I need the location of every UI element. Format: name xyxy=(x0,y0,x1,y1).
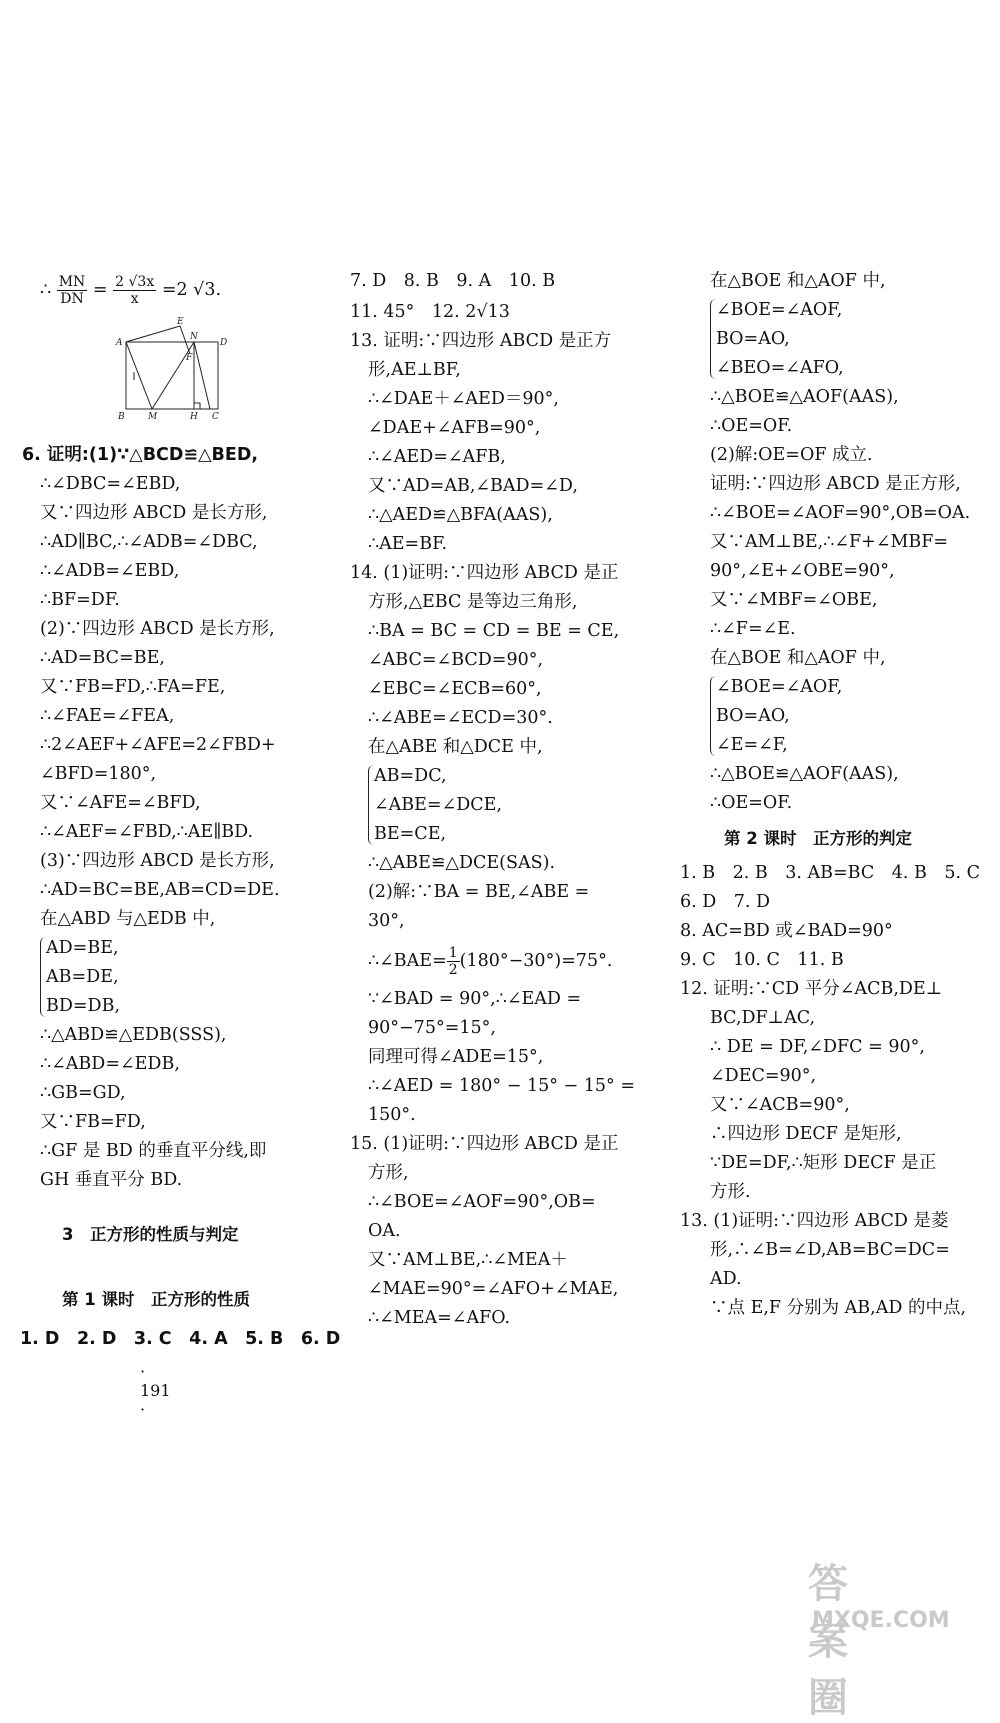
answer-line: ∠BFD=180°, xyxy=(40,764,157,784)
ratio-result: =2 √3. xyxy=(161,280,222,300)
answer-line: 在△ABE 和△DCE 中, xyxy=(368,737,543,757)
answer-line: BO=AO, xyxy=(716,706,790,726)
answer-line: ∴∠BOE=∠AOF=90°,OB=OA. xyxy=(710,503,971,523)
answer-line: ∠ABC=∠BCD=90°, xyxy=(368,650,544,670)
answer-line: ∴△ABD≌△EDB(SSS), xyxy=(40,1025,227,1045)
answer-line: ∴GF 是 BD 的垂直平分线,即 xyxy=(40,1141,267,1161)
answer-line: ∴2∠AEF+∠AFE=2∠FBD+ xyxy=(40,735,276,755)
answer-line: ∴AD∥BC,∴∠ADB=∠DBC, xyxy=(40,532,258,552)
fraction-denominator: 2 xyxy=(448,962,458,978)
answer-line: 又∵AM⊥BE,∴∠F+∠MBF= xyxy=(710,532,949,552)
answer-line: 方形, xyxy=(368,1163,409,1183)
answer-line: 90°,∠E+∠OBE=90°, xyxy=(710,561,895,581)
answer-line: ∴OE=OF. xyxy=(710,793,793,813)
answer-line: 30°, xyxy=(368,911,405,931)
answer-line: ∠DEC=90°, xyxy=(710,1066,817,1086)
answer-line: OA. xyxy=(368,1221,401,1241)
watermark-url: MXQE.COM xyxy=(812,1608,950,1633)
label-n: N xyxy=(190,332,198,342)
segment-nc xyxy=(194,342,210,409)
therefore-symbol: ∴ xyxy=(40,280,52,300)
answer-line: 8. AC=BD 或∠BAD=90° xyxy=(680,921,893,941)
answer-line: ∴AD=BC=BE,AB=CD=DE. xyxy=(40,880,280,900)
fraction-2root3x-x xyxy=(113,274,156,307)
answer-line: ∠E=∠F, xyxy=(716,735,788,755)
fraction-numerator: 1 xyxy=(448,945,458,961)
answer-line: 150°. xyxy=(368,1105,416,1125)
answer-line: 在△ABD 与△EDB 中, xyxy=(40,909,216,929)
answer-line: 11. 45° 12. 2√13 xyxy=(350,302,510,322)
answer-line: (2)解:∵BA = BE,∠ABE = xyxy=(368,882,590,902)
answer-line: 同理可得∠ADE=15°, xyxy=(368,1047,544,1067)
answer-line: 形,AE⊥BF, xyxy=(368,360,461,380)
answer-line: BE=CE, xyxy=(374,824,447,844)
label-a: A xyxy=(116,338,123,348)
answer-line: ∴BF=DF. xyxy=(40,590,120,610)
answer-text: 6. 证明:(1)∵△BCD≌△BED, xyxy=(22,445,259,465)
answer-line: AD=BE, xyxy=(46,938,119,958)
label-c: C xyxy=(212,412,219,422)
answer-line: AB=DE, xyxy=(46,967,119,987)
answer-line xyxy=(22,444,258,466)
ratio-formula xyxy=(40,274,221,307)
answer-line: 9. C 10. C 11. B xyxy=(680,950,844,970)
answer-line: (2)解:OE=OF 成立. xyxy=(710,445,873,465)
rectangle-abcd xyxy=(126,342,218,409)
answer-line: 13. 证明:∵四边形 ABCD 是正方 xyxy=(350,331,612,351)
answer-line: ∠ABE=∠DCE, xyxy=(374,795,503,815)
answer-line: 又∵四边形 ABCD 是长方形, xyxy=(40,503,268,523)
answer-line: ∴∠DBC=∠EBD, xyxy=(40,474,181,494)
answer-line: 证明:∵四边形 ABCD 是正方形, xyxy=(710,474,961,494)
answer-line: 又∵∠MBF=∠OBE, xyxy=(710,590,878,610)
answer-line: ∠BOE=∠AOF, xyxy=(716,677,843,697)
label-d: D xyxy=(220,338,228,348)
segment-am xyxy=(126,342,152,409)
answer-line: ∴∠ADB=∠EBD, xyxy=(40,561,180,581)
answer-line: ∴OE=OF. xyxy=(710,416,793,436)
watermark-logo: 答案圈 xyxy=(808,1561,848,1721)
answer-line: 7. D 8. B 9. A 10. B xyxy=(350,271,556,291)
half-formula-line xyxy=(368,945,612,978)
answer-line: ∴GB=GD, xyxy=(40,1083,126,1103)
answer-line: (3)∵四边形 ABCD 是长方形, xyxy=(40,851,275,871)
answer-line: ∴∠AED=∠AFB, xyxy=(368,447,506,467)
answer-line: ∴∠DAE＋∠AED＝90°, xyxy=(368,389,559,409)
fraction-mn-dn xyxy=(57,274,88,307)
answer-line: GH 垂直平分 BD. xyxy=(40,1170,183,1190)
answer-line: 13. (1)证明:∵四边形 ABCD 是菱 xyxy=(680,1211,949,1231)
answer-line: ∴ DE = DF,∠DFC = 90°, xyxy=(710,1037,925,1057)
answer-line: ∴AD=BC=BE, xyxy=(40,648,165,668)
answer-line: ∴∠FAE=∠FEA, xyxy=(40,706,175,726)
section-title: 3 正方形的性质与判定 xyxy=(62,1225,239,1244)
answer-line: ∴∠MEA=∠AFO. xyxy=(368,1308,511,1328)
answer-line: ∴∠ABE=∠ECD=30°. xyxy=(368,708,553,728)
lesson-title: 第 2 课时 正方形的判定 xyxy=(724,829,912,848)
answer-line: 方形,△EBC 是等边三角形, xyxy=(368,592,578,612)
answer-line: ∴∠AEF=∠FBD,∴AE∥BD. xyxy=(40,822,254,842)
formula-tail: (180°−30°)=75°. xyxy=(459,951,613,971)
folded-triangle-edges xyxy=(126,326,190,354)
answer-line: ∵点 E,F 分别为 AB,AD 的中点, xyxy=(710,1298,967,1318)
label-f: F xyxy=(186,353,193,363)
answer-line: ∴∠BOE=∠AOF=90°,OB= xyxy=(368,1192,596,1212)
equals-sign: = xyxy=(92,280,108,300)
answer-line: 90°−75°=15°, xyxy=(368,1018,496,1038)
answer-line: ∠MAE=90°=∠AFO+∠MAE, xyxy=(368,1279,619,1299)
answer-line: BC,DF⊥AC, xyxy=(710,1008,816,1028)
answer-line: 12. 证明:∵CD 平分∠ACB,DE⊥ xyxy=(680,979,943,999)
answer-line: ∠EBC=∠ECB=60°, xyxy=(368,679,542,699)
answer-line: 又∵FB=FD,∴FA=FE, xyxy=(40,677,226,697)
right-angle-mark xyxy=(194,403,200,409)
answer-line: ∵DE=DF,∴矩形 DECF 是正 xyxy=(710,1153,937,1173)
label-b: B xyxy=(118,412,125,422)
answer-line: ∴BA = BC = CD = BE = CE, xyxy=(368,621,620,641)
answer-line: ∠DAE+∠AFB=90°, xyxy=(368,418,541,438)
answer-choices: 1. D 2. D 3. C 4. A 5. B 6. D xyxy=(20,1329,341,1349)
label-h: H xyxy=(190,412,198,422)
page-number: · 191 · xyxy=(140,1362,171,1419)
answer-line: 在△BOE 和△AOF 中, xyxy=(710,271,886,291)
answer-line: AB=DC, xyxy=(374,766,447,786)
answer-line: 又∵∠ACB=90°, xyxy=(710,1095,850,1115)
answer-line: ∴∠F=∠E. xyxy=(710,619,796,639)
answer-line: 14. (1)证明:∵四边形 ABCD 是正 xyxy=(350,563,619,583)
fraction-denominator: DN xyxy=(60,291,84,307)
answer-line: BO=AO, xyxy=(716,329,790,349)
answer-line: ∴AE=BF. xyxy=(368,534,448,554)
answer-line: 又∵AD=AB,∠BAD=∠D, xyxy=(368,476,578,496)
geometry-figure xyxy=(112,314,242,426)
answer-line: 形,∴∠B=∠D,AB=BC=DC= xyxy=(710,1240,950,1260)
answer-line: 又∵FB=FD, xyxy=(40,1112,146,1132)
fraction-numerator: MN xyxy=(58,274,86,290)
answer-line: 又∵AM⊥BE,∴∠MEA＋ xyxy=(368,1250,568,1270)
fraction-denominator: x xyxy=(130,291,139,307)
answer-line: 又∵∠AFE=∠BFD, xyxy=(40,793,201,813)
answer-line: AD. xyxy=(710,1269,742,1289)
answer-line: ∵∠BAD = 90°,∴∠EAD = xyxy=(368,989,582,1009)
answer-line: ∠BEO=∠AFO, xyxy=(716,358,844,378)
fraction-one-half xyxy=(447,945,460,978)
label-m: M xyxy=(148,412,158,422)
answer-line: ∴△BOE≌△AOF(AAS), xyxy=(710,764,899,784)
answer-line: ∴△BOE≌△AOF(AAS), xyxy=(710,387,899,407)
answer-line: (2)∵四边形 ABCD 是长方形, xyxy=(40,619,275,639)
answer-line: 15. (1)证明:∵四边形 ABCD 是正 xyxy=(350,1134,619,1154)
answer-line: ∴∠ABD=∠EDB, xyxy=(40,1054,180,1074)
formula-prefix: ∴∠BAE= xyxy=(368,951,447,971)
answer-line: BD=DB, xyxy=(46,996,121,1016)
answer-line: ∴∠AED = 180° − 15° − 15° = xyxy=(368,1076,636,1096)
answer-line: 在△BOE 和△AOF 中, xyxy=(710,648,886,668)
fraction-numerator: 2 √3x xyxy=(115,274,155,290)
lesson-title: 第 1 课时 正方形的性质 xyxy=(62,1290,250,1309)
answer-line: 6. D 7. D xyxy=(680,892,771,912)
answer-line: ∴四边形 DECF 是矩形, xyxy=(710,1124,902,1144)
answer-line: ∴△AED≌△BFA(AAS), xyxy=(368,505,553,525)
answer-line: ∴△ABE≌△DCE(SAS). xyxy=(368,853,556,873)
answer-line: 方形. xyxy=(710,1182,751,1202)
answer-line: ∠BOE=∠AOF, xyxy=(716,300,843,320)
answer-line: 1. B 2. B 3. AB=BC 4. B 5. C xyxy=(680,863,981,883)
label-e: E xyxy=(177,317,184,327)
